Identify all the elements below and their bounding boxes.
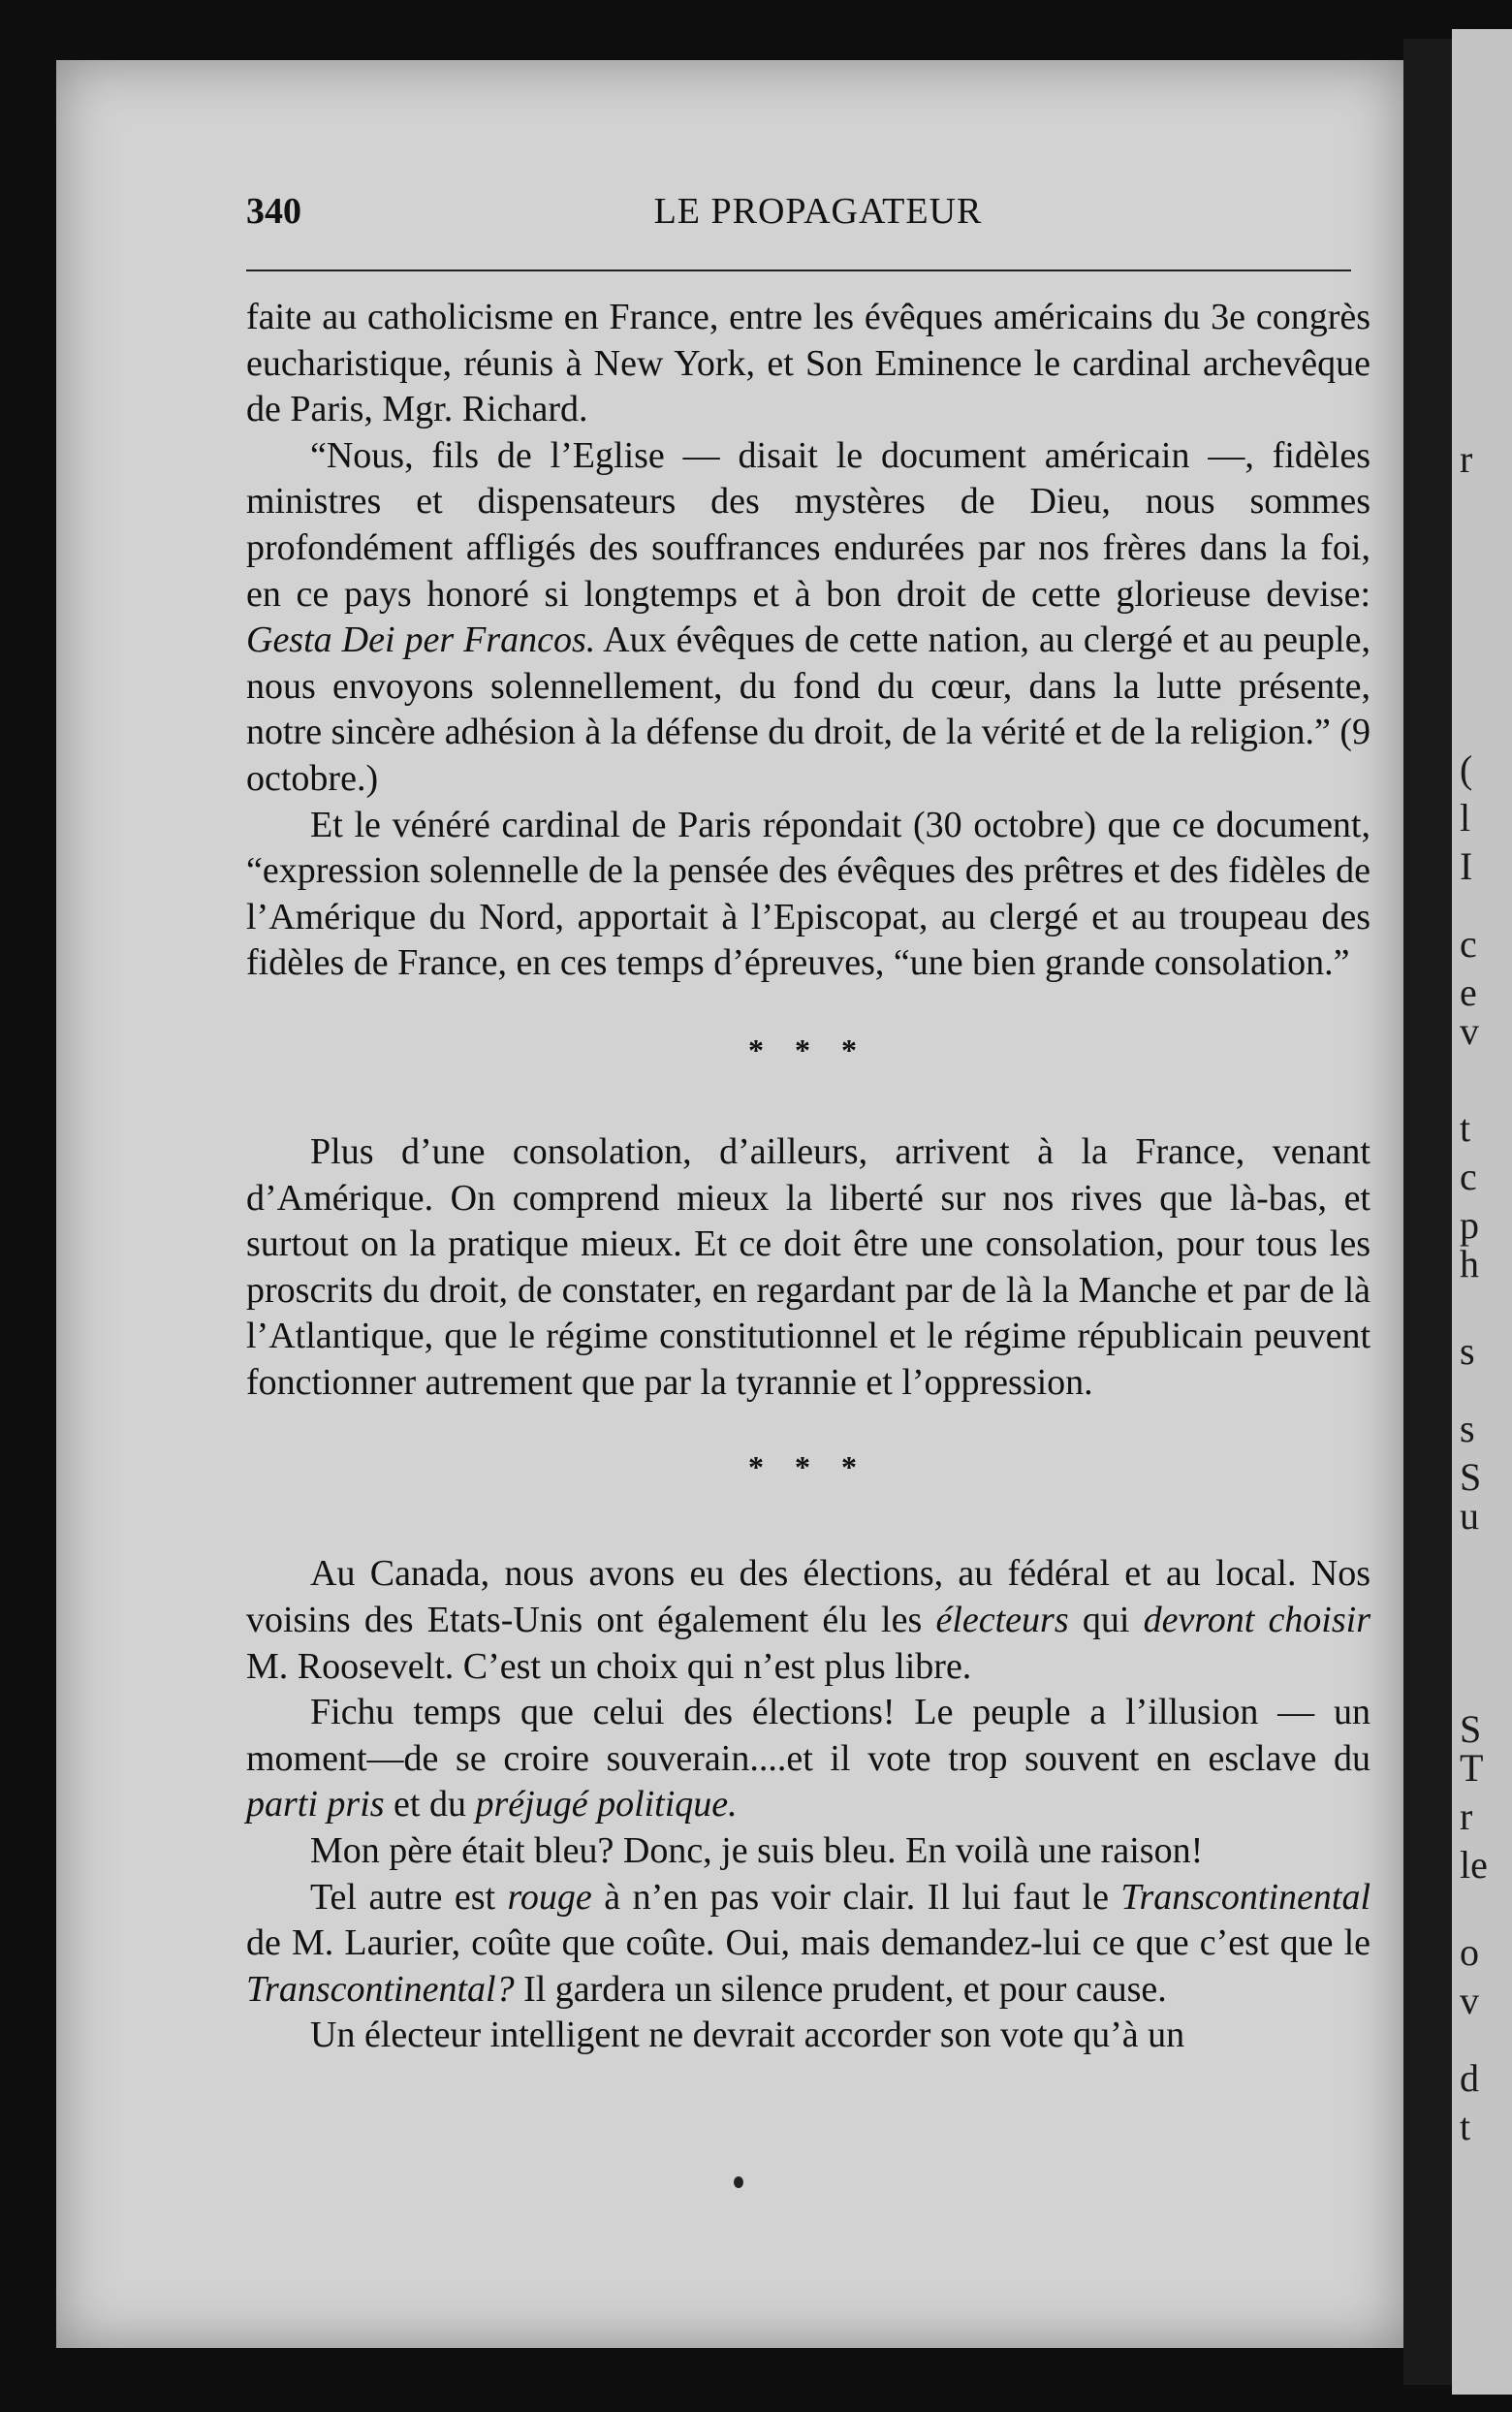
adjacent-page-fragment: (	[1460, 747, 1473, 791]
italic-phrase: Transcontinental	[1120, 1876, 1370, 1918]
adjacent-page-fragment: u	[1460, 1494, 1479, 1538]
adjacent-page-fragment: o	[1460, 1930, 1479, 1974]
text-run: et du	[384, 1784, 476, 1825]
header-rule	[246, 270, 1351, 271]
paragraph-p9	[246, 2013, 1370, 2059]
text-run: qui	[1068, 1600, 1144, 1641]
adjacent-page-fragment: e	[1460, 970, 1477, 1014]
text-run: Fichu temps que celui des élections! Le peuple a l’illusion — un moment—de se croire souverain....et il vote trop souvent en esclave du	[246, 1692, 1370, 1779]
adjacent-page-fragment: v	[1460, 1979, 1479, 2022]
text-run: Plus d’une consolation, d’ailleurs, arrivent à la France, venant d’Amérique. On comprend mieux la liberté sur nos rives que là-bas, et surtout on la pratique mieux. Et ce doit être une consolation, pour tous les proscrits du droit, de constater, en regardant par de là la Manche et par de là l’Atlantique, que le régime constitutionnel et le régime républicain peuvent fonctionner autrement que par la tyrannie et l’oppression.	[246, 1130, 1370, 1403]
adjacent-page-fragment: T	[1460, 1746, 1484, 1790]
paragraph-p3	[246, 803, 1370, 987]
paragraph-p4	[246, 1129, 1370, 1407]
text-run: Tel autre est	[310, 1876, 508, 1918]
italic-phrase: électeurs	[935, 1600, 1069, 1641]
adjacent-page-fragment: s	[1460, 1329, 1475, 1373]
adjacent-page-fragment: r	[1460, 437, 1473, 481]
adjacent-page-fragment: p	[1460, 1203, 1479, 1247]
text-run: faite au catholicisme en France, entre les évêques américains du 3e congrès eucharistique, réunis à New York, et Son Eminence le cardinal archevêque de Paris, Mgr. Richard.	[246, 297, 1370, 430]
adjacent-page-fragment: le	[1460, 1843, 1488, 1887]
paragraph-p7	[246, 1828, 1370, 1875]
adjacent-page-fragment: r	[1460, 1794, 1473, 1838]
adjacent-page-fragment: s	[1460, 1407, 1475, 1450]
text-run: de M. Laurier, coûte que coûte. Oui, mais demandez-lui ce que c’est que le	[246, 1922, 1370, 1964]
text-run: Au Canada, nous avons eu des élections, au fédéral et au local. Nos voisins des Etats-Unis ont également élu les	[246, 1553, 1370, 1641]
adjacent-page-fragment: c	[1460, 922, 1477, 966]
italic-phrase: parti pris	[246, 1784, 385, 1825]
section-separator: * * *	[748, 1031, 868, 1067]
italic-phrase: Gesta Dei per Francos.	[246, 619, 596, 661]
text-run: Il gardera un silence prudent, et pour cause.	[514, 1968, 1167, 2010]
running-title: LE PROPAGATEUR	[653, 191, 983, 232]
ink-speck	[734, 2176, 743, 2188]
body-text	[246, 295, 1370, 2059]
paragraph-p5	[246, 1551, 1370, 1690]
page-number: 340	[246, 191, 301, 232]
page-header	[246, 190, 1351, 258]
text-run: Et le vénéré cardinal de Paris répondait (30 octobre) que ce document, “expression solennelle de la pensée des évêques des prêtres et des fidèles de l’Amérique du Nord, apportait à l’Episcopat, au clergé et au troupeau des fidèles de France, en ces temps d’épreuves, “une bien grande consolation.”	[246, 804, 1370, 984]
paragraph-p6	[246, 1690, 1370, 1828]
adjacent-page-fragment: h	[1460, 1242, 1479, 1285]
text-run: à n’en pas voir clair. Il lui faut le	[591, 1876, 1121, 1918]
adjacent-page-fragment: v	[1460, 1009, 1479, 1053]
page-gutter	[1403, 39, 1452, 2385]
adjacent-page-fragment: t	[1460, 2105, 1471, 2148]
adjacent-page-fragment: t	[1460, 1106, 1471, 1150]
text-run: Un électeur intelligent ne devrait accorder son vote qu’à un	[310, 2015, 1185, 2056]
adjacent-page-fragment: d	[1460, 2056, 1479, 2100]
adjacent-page-edge	[1452, 29, 1512, 2395]
text-run: Aux évêques de cette nation, au clergé et au peuple, nous envoyons solennellement, du fond du cœur, dans la lutte présente, notre sincère adhésion à la défense du droit, de la vérité et de la religion.” (9 octobre.)	[246, 619, 1370, 799]
adjacent-page-fragment: c	[1460, 1155, 1477, 1198]
text-run: “Nous, fils de l’Eglise — disait le document américain —, fidèles ministres et dispensateurs des mystères de Dieu, nous sommes profondément affligés des souffrances endurées par nos frères dans la foi, en ce pays honoré si longtemps et à bon droit de cette glorieuse devise:	[246, 434, 1370, 615]
adjacent-page-fragment: S	[1460, 1707, 1482, 1751]
italic-phrase: rouge	[507, 1876, 592, 1918]
section-separator: * * *	[748, 1449, 868, 1485]
italic-phrase: devront choisir	[1143, 1600, 1370, 1641]
paragraph-p1	[246, 295, 1370, 433]
adjacent-page-fragment: l	[1460, 796, 1471, 840]
adjacent-page-fragment: I	[1460, 844, 1473, 888]
text-run: M. Roosevelt. C’est un choix qui n’est plus libre.	[246, 1645, 972, 1687]
text-run: Mon père était bleu? Donc, je suis bleu. En voilà une raison!	[310, 1830, 1204, 1872]
italic-phrase: Transcontinental?	[246, 1968, 515, 2010]
adjacent-page-fragment: S	[1460, 1455, 1482, 1499]
italic-phrase: préjugé politique.	[475, 1784, 738, 1825]
paragraph-p8	[246, 1875, 1370, 2014]
paragraph-p2	[246, 433, 1370, 803]
